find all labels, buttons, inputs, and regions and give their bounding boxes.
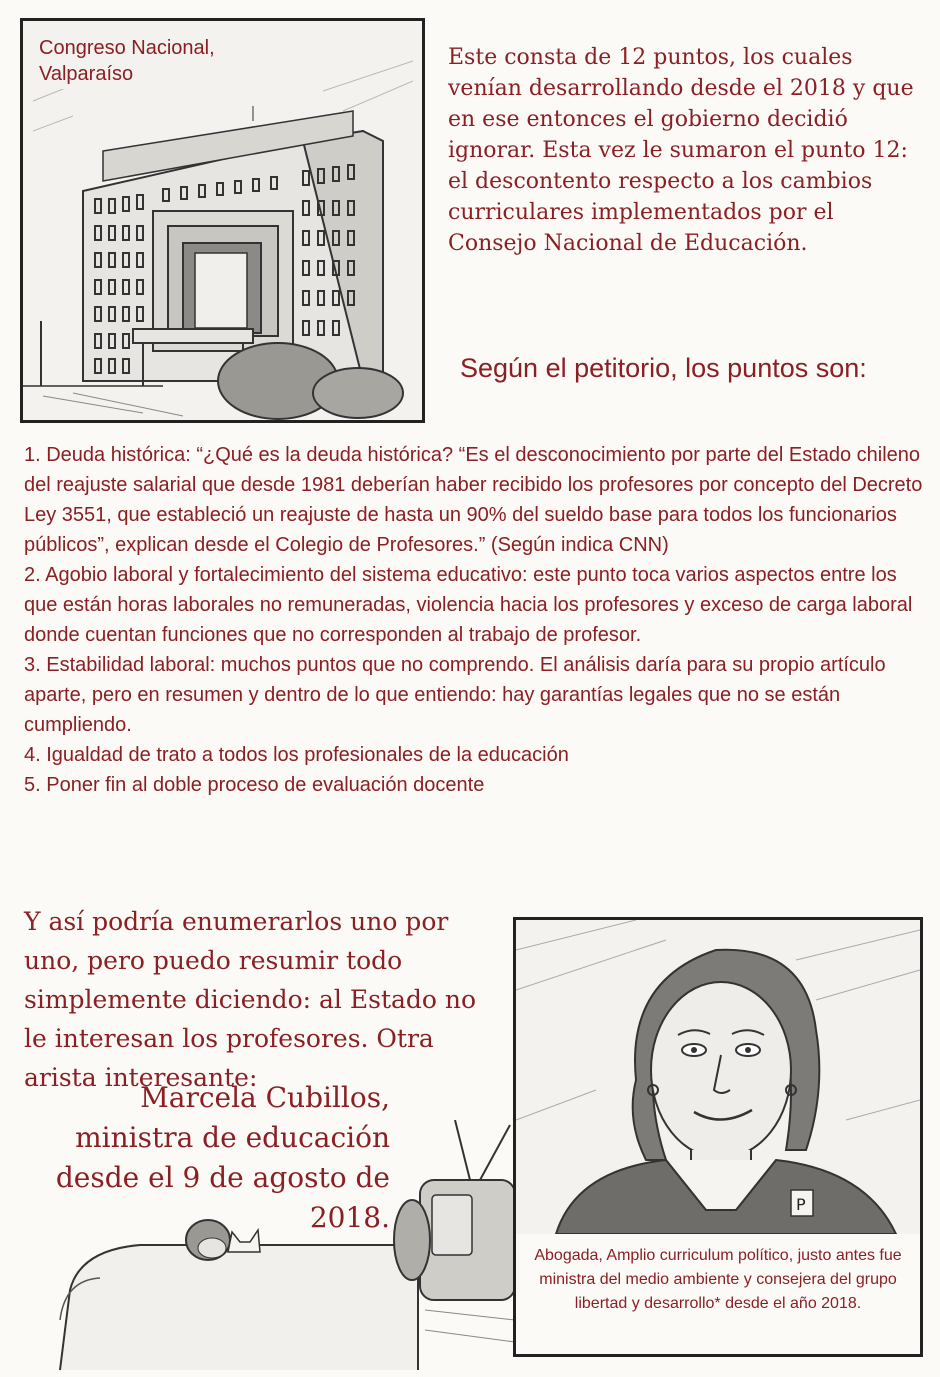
minister-name-text: Marcela Cubillos, ministra de educación desde el 9 de agosto de 2018.: [55, 1081, 390, 1234]
congress-label: Congreso Nacional, Valparaíso: [35, 33, 219, 89]
list-item: 5. Poner fin al doble proceso de evaluación docente: [24, 774, 485, 796]
minister-caption: Abogada, Amplio curriculum político, justo antes fue ministra del medio ambiente y consejera del grupo libertad y desarrollo* desde el año 2018.: [513, 1234, 923, 1357]
pin-letter: P: [796, 1195, 806, 1214]
minister-portrait-panel: [513, 917, 923, 1237]
intro-paragraph: Este consta de 12 puntos, los cuales venían desarrollando desde el 2018 y que en ese entonces el gobierno decidió ignorar. Esta vez le sumaron el punto 12: el descontento respecto a los cambios curriculares implementados por el Consejo Nacional de Educación.: [448, 45, 914, 256]
list-item: 4. Igualdad de trato a todos los profesionales de la educación: [24, 744, 569, 766]
congress-illustration-panel: [20, 18, 425, 423]
list-item: 1. Deuda histórica: “¿Qué es la deuda histórica? “Es el desconocimiento por parte del Estado chileno del reajuste salarial que desde 1981 deberían haber recibido los profesores por concepto del Decreto Ley 3551, que estableció un reajuste de hasta un 90% del sueldo base para todos los funcionarios públicos”, explican desde el Colegio de Profesores.” (Según indica CNN): [24, 444, 923, 556]
points-heading: Según el petitorio, los puntos son:: [460, 353, 867, 383]
summary-paragraph: Y así podría enumerarlos uno por uno, pero puedo resumir todo simplemente diciendo: al Estado no le interesan los profesores. Otra arista interesante:: [24, 907, 477, 1092]
points-list: [24, 440, 924, 800]
list-item: 3. Estabilidad laboral: muchos puntos que no comprendo. El análisis daría para su propio artículo aparte, pero en resumen y dentro de lo que entiendo: hay garantías legales que no se están cumpliendo.: [24, 654, 886, 736]
list-item: 2. Agobio laboral y fortalecimiento del sistema educativo: este punto toca varios aspectos entre los que están horas laborales no remuneradas, violencia hacia los profesores y exceso de carga laboral donde cuentan funciones que no corresponden al trabajo de profesor.: [24, 564, 913, 646]
minister-portrait-drawing: [516, 920, 920, 1234]
living-room-sketch: [40, 1120, 520, 1370]
